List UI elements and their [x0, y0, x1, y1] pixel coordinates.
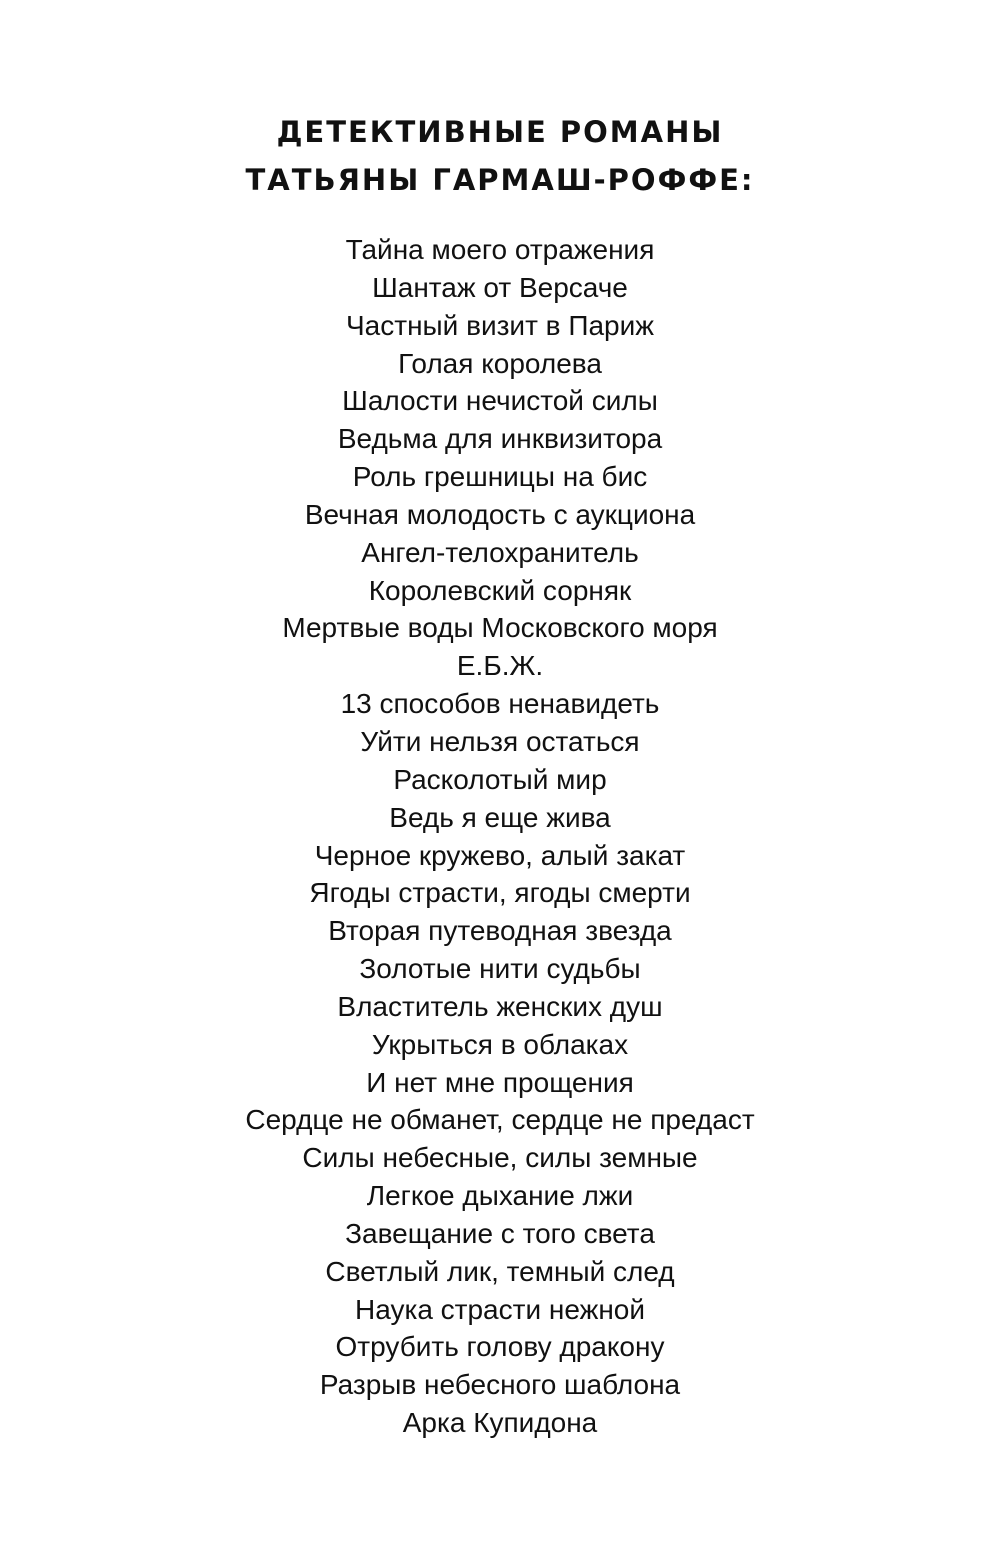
- novel-title: Разрыв небесного шаблона: [319, 1369, 681, 1401]
- novel-title: Наука страсти нежной: [354, 1293, 646, 1325]
- novel-title: Ангел-телохранитель: [361, 536, 639, 568]
- novel-title: Голая королева: [398, 347, 602, 379]
- novel-title: Легкое дыхание лжи: [366, 1180, 634, 1212]
- novel-title: 13 способов ненавидеть: [340, 688, 660, 720]
- novel-title: Вечная молодость с аукциона: [304, 498, 696, 530]
- novel-title: Арка Купидона: [402, 1407, 598, 1439]
- novel-title: Расколотый мир: [393, 763, 607, 795]
- novel-title: Шалости нечистой силы: [342, 385, 658, 417]
- novel-title: Сердце не обманет, сердце не предаст: [245, 1104, 755, 1136]
- page-heading: [0, 108, 1000, 204]
- novel-title: Частный визит в Париж: [346, 309, 654, 341]
- novel-title: Уйти нельзя остаться: [360, 725, 640, 757]
- novel-title: Роль грешницы на бис: [352, 461, 648, 493]
- novel-title: Силы небесные, силы земные: [302, 1142, 698, 1174]
- novel-title-list: [0, 231, 1000, 1442]
- novel-title: Золотые нити судьбы: [359, 953, 641, 985]
- novel-title: Ягоды страсти, ягоды смерти: [309, 877, 691, 909]
- novel-title: Шантаж от Версаче: [372, 271, 628, 303]
- novel-title: Укрыться в облаках: [371, 1028, 629, 1060]
- novel-title: Властитель женских душ: [337, 990, 663, 1022]
- novel-title: Отрубить голову дракону: [335, 1331, 665, 1363]
- novel-title: Завещание с того света: [345, 1217, 655, 1249]
- novel-title: Королевский сорняк: [368, 574, 632, 606]
- heading-line-1: ДЕТЕКТИВНЫЕ РОМАНЫ: [276, 115, 724, 149]
- novel-title: Тайна моего отражения: [345, 234, 655, 265]
- novel-title: Е.Б.Ж.: [456, 650, 544, 682]
- novel-title: Вторая путеводная звезда: [328, 915, 672, 947]
- novel-title: Мертвые воды Московского моря: [282, 612, 718, 644]
- heading-line-2: ТАТЬЯНЫ ГАРМАШ-РОФФЕ:: [245, 163, 755, 197]
- novel-title: И нет мне прощения: [366, 1066, 634, 1098]
- novel-title: Ведь я еще жива: [389, 801, 611, 833]
- novel-title: Светлый лик, темный след: [325, 1255, 675, 1287]
- novel-title: Ведьма для инквизитора: [337, 423, 663, 455]
- novel-title: Черное кружево, алый закат: [314, 839, 686, 871]
